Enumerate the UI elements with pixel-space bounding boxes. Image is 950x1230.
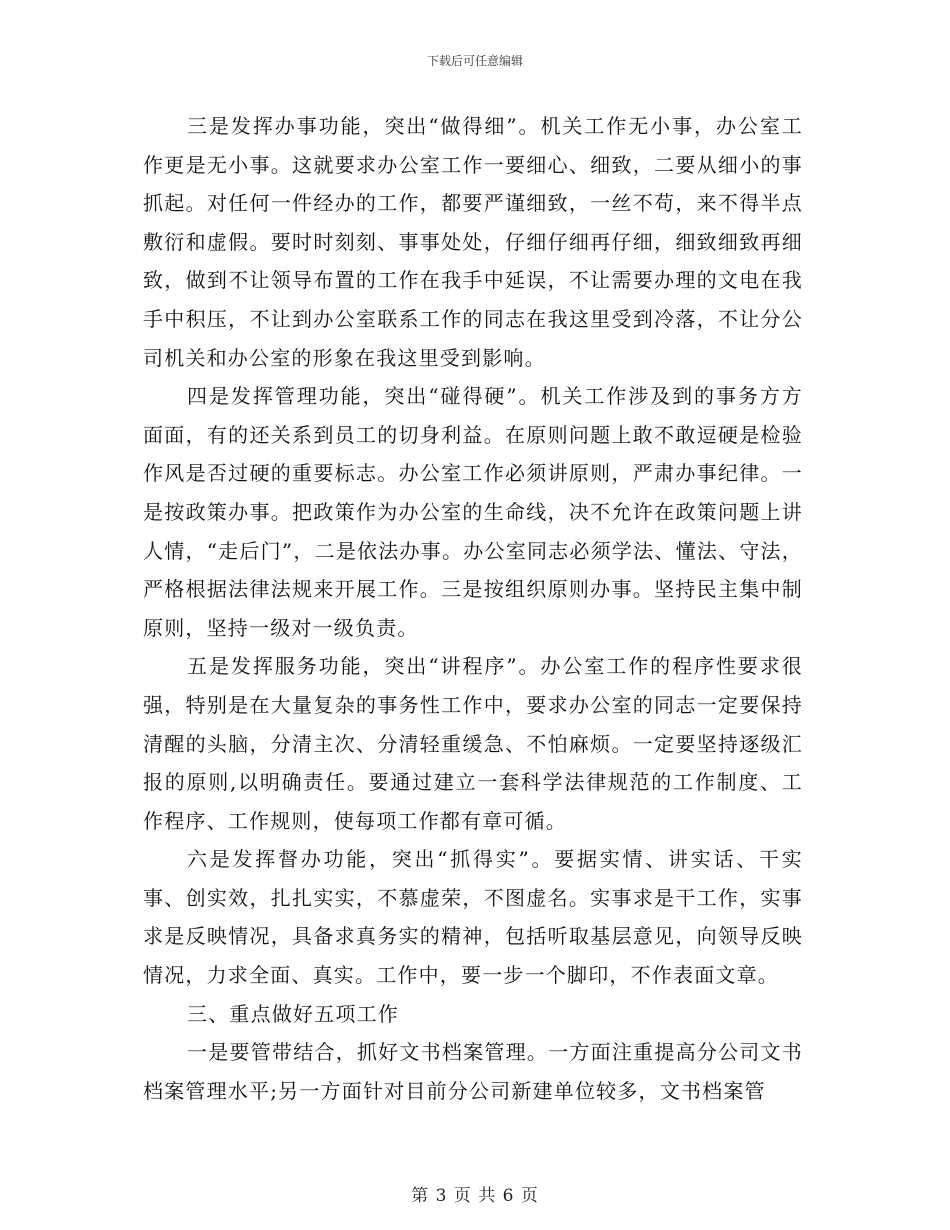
section-heading: 三、重点做好五项工作 bbox=[187, 1001, 399, 1026]
paragraph-supervision-function: 六是发挥督办功能，突出“抓得实”。要据实情、讲实话、干实事、创实效，扎扎实实，不慕虚荣，不图虚名。实事求是干工作，实事求是反映情况，具备求真务实的精神，包括听取基层意见，向领导反映情况，力求全面、真实。工作中，要一步一个脚印，不作表面文章。 bbox=[143, 847, 803, 988]
paragraph-management-function: 四是发挥管理功能，突出“碰得硬”。机关工作涉及到的事务方方面面，有的还关系到员工的切身利益。在原则问题上敢不敢逗硬是检验作风是否过硬的重要标志。办公室工作必须讲原则，严肃办事纪律。一是按政策办事。把政策作为办公室的生命线，决不允许在政策问题上讲人情，“走后门”，二是依法办事。办公室同志必须学法、懂法、守法，严格根据法律法规来开展工作。三是按组织原则办事。坚持民主集中制原则，坚持一级对一级负责。 bbox=[143, 384, 803, 640]
paragraph-service-function: 五是发挥服务功能，突出“讲程序”。办公室工作的程序性要求很强，特别是在大量复杂的事务性工作中，要求办公室的同志一定要保持清醒的头脑，分清主次、分清轻重缓急、不怕麻烦。一定要坚持逐级汇报的原则,以明确责任。要通过建立一套科学法律规范的工作制度、工作程序、工作规则，使每项工作都有章可循。 bbox=[143, 654, 803, 833]
document-body bbox=[143, 107, 803, 1110]
paragraph-document-archives: 一是要管带结合，抓好文书档案管理。一方面注重提高分公司文书档案管理水平;另一方面针对目前分公司新建单位较多，文书档案管 bbox=[143, 1040, 803, 1103]
page-number: 第 3 页 共 6 页 bbox=[411, 1186, 539, 1206]
page-header: 下载后可任意编辑 bbox=[426, 54, 523, 68]
paragraph-handling-function: 三是发挥办事功能，突出“做得细”。机关工作无小事，办公室工作更是无小事。这就要求办公室工作一要细心、细致，二要从细小的事抓起。对任何一件经办的工作，都要严谨细致，一丝不苟，来不得半点敷衍和虚假。要时时刻刻、事事处处，仔细仔细再仔细，细致细致再细致，做到不让领导布置的工作在我手中延误，不让需要办理的文电在我手中积压，不让到办公室联系工作的同志在我这里受到冷落，不让分公司机关和办公室的形象在我这里受到影响。 bbox=[143, 114, 803, 370]
